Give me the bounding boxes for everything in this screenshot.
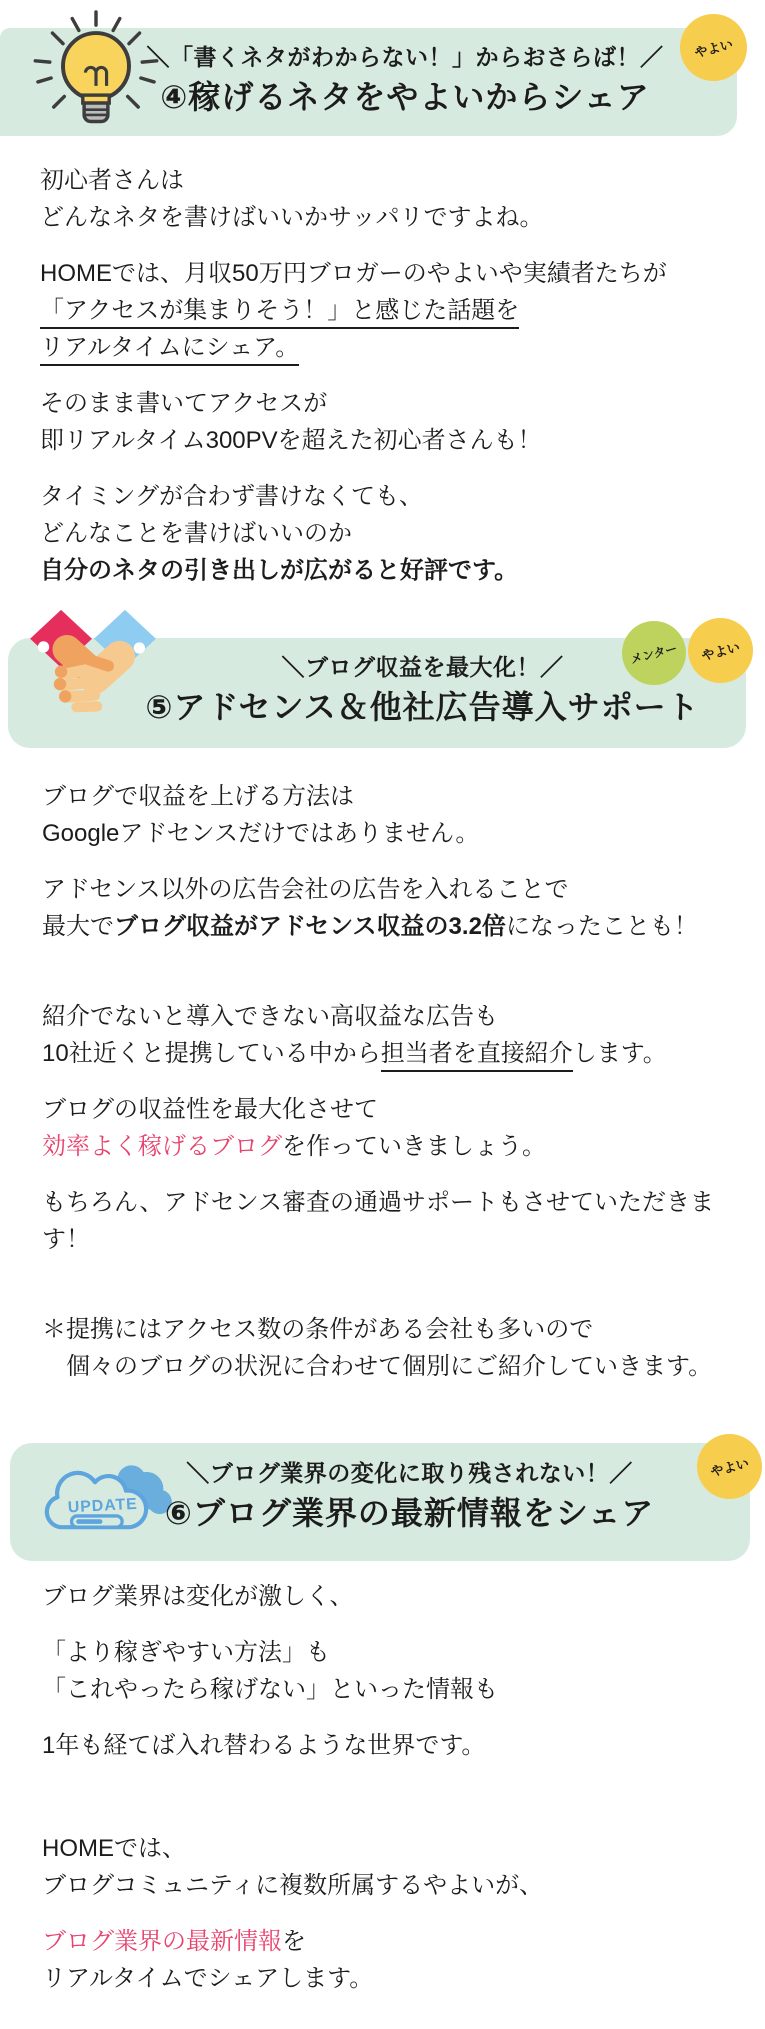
text-line [42, 1311, 752, 1348]
text-run: どんなことを書けばいいのか [40, 520, 352, 547]
text-line [42, 1634, 752, 1671]
text-line [42, 815, 752, 852]
section4-header-text [140, 42, 670, 117]
text-run: 「より稼ぎやすい方法」も [42, 1639, 330, 1666]
section5-body [42, 778, 752, 1385]
text-run: ブログコミュニティに複数所属するやよいが、 [42, 1872, 544, 1899]
text-line [42, 1867, 752, 1904]
paragraph [40, 162, 750, 236]
text-run: 最大で [42, 913, 114, 940]
section6-header-text [137, 1458, 682, 1533]
badge-mentor [622, 621, 686, 685]
text-line [40, 552, 750, 589]
text-run: を作っていきましょう。 [282, 1133, 546, 1160]
badge-mentor-label: メンター [629, 640, 679, 667]
text-line [42, 1221, 752, 1258]
paragraph [42, 1830, 752, 1904]
text-run: ブログで収益を上げる方法は [42, 783, 354, 810]
paragraph [42, 1634, 752, 1708]
text-run: 10社近くと提携している中から [42, 1040, 381, 1067]
badge-yayoi-label: やよい [708, 1455, 751, 1480]
text-line [42, 871, 752, 908]
badge-yayoi-label: やよい [692, 36, 735, 61]
text-run: 自分のネタの引き出しが広がると好評です。 [40, 557, 519, 584]
paragraph [42, 1923, 752, 1997]
paragraph [42, 1578, 752, 1615]
text-line [40, 515, 750, 552]
paragraph [40, 385, 750, 459]
text-run: HOMEでは、月収50万円ブロガーのやよいや実績者たちが [40, 260, 667, 287]
badge-yayoi [697, 1434, 762, 1499]
text-run: どんなネタを書けばいいかサッパリですよね。 [40, 204, 544, 231]
text-line [40, 162, 750, 199]
section6-title: ⑥ブログ業界の最新情報をシェア [164, 1495, 655, 1531]
text-line [42, 778, 752, 815]
text-run: します。 [572, 1040, 667, 1067]
text-line [42, 908, 752, 945]
text-line [40, 292, 750, 329]
text-run: そのまま書いてアクセスが [40, 390, 328, 417]
section5-title: ⑤アドセンス＆他社広告導入サポート [145, 689, 700, 725]
text-run: もちろん、アドセンス審査の通過サポートもさせていただきま [42, 1189, 714, 1216]
badge-yayoi-label: やよい [699, 639, 742, 664]
text-line [40, 385, 750, 422]
paragraph [42, 1184, 752, 1258]
section6-tagline: ＼ブログ業界の変化に取り残されない！／ [186, 1460, 633, 1486]
text-run: 「アクセスが集まりそう！」と感じた話題を [40, 297, 519, 329]
text-line [42, 1727, 752, 1764]
paragraph [42, 998, 752, 1072]
text-line [42, 1671, 752, 1708]
text-run: 個々のブログの状況に合わせて個別にご紹介していきます。 [42, 1353, 713, 1380]
text-line [42, 1923, 752, 1960]
text-line [42, 1960, 752, 1997]
badge-yayoi [688, 618, 753, 683]
paragraph [42, 871, 752, 945]
text-line [42, 998, 752, 1035]
section5-tagline: ＼ブログ収益を最大化！／ [281, 654, 564, 680]
text-run: 初心者さんは [40, 167, 184, 194]
section4-body [40, 162, 750, 589]
paragraph [40, 255, 750, 366]
text-run: ブログ収益がアドセンス収益の3.2倍 [114, 913, 506, 940]
section6-body [42, 1578, 752, 1997]
text-line [40, 478, 750, 515]
paragraph [42, 1311, 752, 1385]
update-cloud-label: UPDATE [67, 1495, 139, 1517]
paragraph [42, 1727, 752, 1764]
section4-tagline: ＼「書くネタがわからない！」からおさらば！／ [146, 44, 664, 70]
text-line [42, 1348, 752, 1385]
text-run: タイミングが合わず書けなくても、 [40, 483, 424, 510]
text-line [42, 1035, 752, 1072]
text-line [42, 1578, 752, 1615]
text-run: ブログ業界の最新情報 [42, 1928, 282, 1955]
text-run: 即リアルタイム300PVを超えた初心者さんも！ [40, 427, 542, 454]
paragraph [40, 478, 750, 589]
text-run: ブログの収益性を最大化させて [42, 1096, 378, 1123]
paragraph [42, 1091, 752, 1165]
text-line [40, 329, 750, 366]
text-run: ＊提携にはアクセス数の条件がある会社も多いので [42, 1316, 594, 1343]
text-run: HOMEでは、 [42, 1835, 186, 1862]
text-line [42, 1128, 752, 1165]
text-run: 効率よく稼げるブログ [42, 1133, 282, 1160]
text-run: 「これやったら稼げない」といった情報も [42, 1676, 498, 1703]
text-run: ブログ業界は変化が激しく、 [42, 1583, 354, 1610]
paragraph [42, 778, 752, 852]
text-line [40, 199, 750, 236]
text-line [42, 1830, 752, 1867]
text-line [40, 255, 750, 292]
text-line [40, 422, 750, 459]
section4-title: ④稼げるネタをやよいからシェア [160, 79, 650, 115]
text-line [42, 1091, 752, 1128]
text-run: を [282, 1928, 306, 1955]
badge-yayoi [680, 14, 747, 81]
text-run: 1年も経てば入れ替わるような世界です。 [42, 1732, 486, 1759]
text-line [42, 1184, 752, 1221]
text-run: アドセンス以外の広告会社の広告を入れることで [42, 876, 569, 903]
text-run: 担当者を直接紹介 [381, 1040, 573, 1072]
text-run: リアルタイムにシェア。 [40, 334, 299, 366]
text-run: Googleアドセンスだけではありません。 [42, 820, 480, 847]
text-run: リアルタイムでシェアします。 [42, 1965, 374, 1992]
text-run: 紹介でないと導入できない高収益な広告も [42, 1003, 498, 1030]
text-run: になったことも！ [505, 913, 698, 940]
text-run: す！ [42, 1226, 90, 1253]
